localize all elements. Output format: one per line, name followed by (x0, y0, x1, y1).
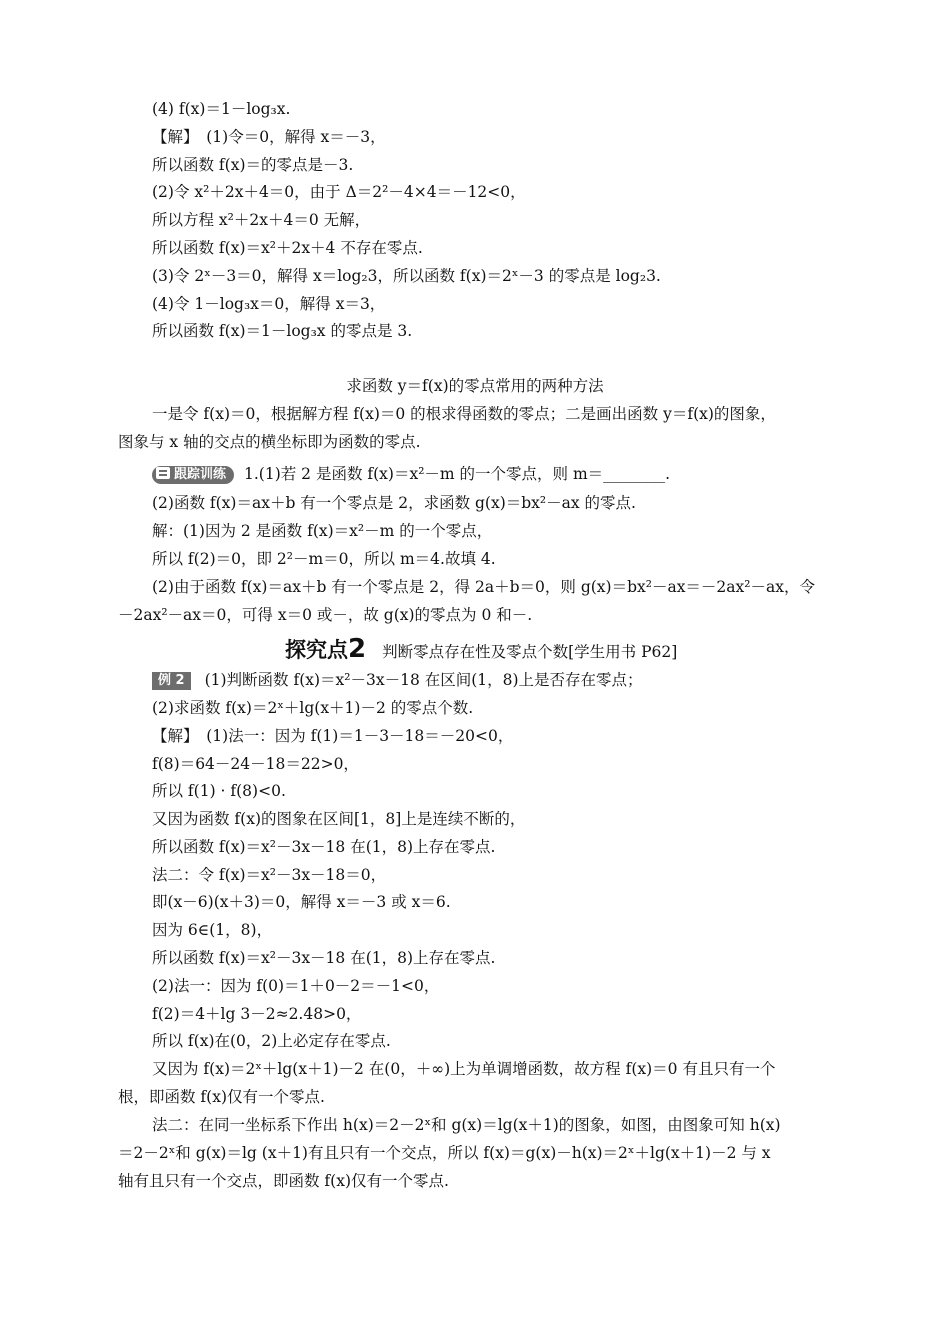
text-line: (2)令 x²＋2x＋4＝0，由于 Δ＝2²－4×4＝－12<0， (152, 183, 526, 201)
text-line: 所以函数 f(x)＝1－log₃x 的零点是 3. (152, 322, 413, 340)
notebook-icon (156, 467, 170, 479)
text-line: f(2)＝4＋lg 3－2≈2.48>0， (152, 1005, 362, 1023)
example-line (152, 670, 643, 690)
text-line: f(8)＝64－24－18＝22>0， (152, 755, 359, 773)
exercise-question: 1.(1)若 2 是函数 f(x)＝x²－m 的一个零点，则 m＝________. (244, 465, 671, 483)
text-line: 法二：令 f(x)＝x²－3x－18＝0， (152, 866, 387, 884)
text-line: 即(x－6)(x＋3)＝0，解得 x＝－3 或 x＝6. (152, 893, 451, 911)
text-line: (2)函数 f(x)＝ax＋b 有一个零点是 2，求函数 g(x)＝bx²－ax 的零点. (152, 494, 636, 512)
text-line: －2ax²－ax＝0，可得 x＝0 或－，故 g(x)的零点为 0 和－. (118, 606, 533, 624)
text-line: 解：(1)因为 2 是函数 f(x)＝x²－m 的一个零点， (152, 522, 493, 540)
text-line: (2)由于函数 f(x)＝ax＋b 有一个零点是 2，得 2a＋b＝0，则 g(x)＝bx²－ax＝－2ax²－ax，令 (152, 578, 815, 596)
text-line: (4) f(x)＝1－log₃x. (152, 100, 291, 118)
text-line: (3)令 2ˣ－3＝0，解得 x＝log₂3，所以函数 f(x)＝2ˣ－3 的零点是 log₂3. (152, 267, 661, 285)
text-line: 所以 f(x)在(0，2)上必定存在零点. (152, 1032, 391, 1050)
text-line: 一是令 f(x)＝0，根据解方程 f(x)＝0 的根求得函数的零点；二是画出函数 y＝f(x)的图象， (152, 405, 776, 423)
text-line: 又因为函数 f(x)的图象在区间[1，8]上是连续不断的， (152, 810, 526, 828)
section-word: 探究点 (285, 638, 348, 662)
text-line: 所以 f(1) · f(8)<0. (152, 782, 286, 800)
text-line: (2)法一：因为 f(0)＝1＋0－2＝－1<0， (152, 977, 440, 995)
text-line: 因为 6∈(1，8)， (152, 921, 273, 939)
text-line: 所以方程 x²＋2x＋4＝0 无解， (152, 211, 371, 229)
text-line: 轴有且只有一个交点，即函数 f(x)仅有一个零点. (118, 1172, 449, 1190)
text-line: 所以函数 f(x)＝x²－3x－18 在(1，8)上存在零点. (152, 838, 496, 856)
text-line: 所以函数 f(x)＝x²－3x－18 在(1，8)上存在零点. (152, 949, 496, 967)
track-training-badge (152, 466, 234, 484)
section-heading (285, 636, 677, 665)
section-number: 2 (348, 634, 367, 664)
example-badge: 例 2 (152, 672, 191, 690)
text-line: 所以函数 f(x)＝的零点是－3. (152, 156, 354, 174)
exercise-line (152, 464, 670, 484)
text-line: 又因为 f(x)＝2ˣ＋lg(x＋1)－2 在(0，＋∞)上为单调增函数，故方程 f(x)＝0 有且只有一个 (152, 1060, 776, 1078)
track-training-label: 跟踪训练 (174, 467, 227, 482)
text-line: 所以函数 f(x)＝x²＋2x＋4 不存在零点. (152, 239, 423, 257)
text-line: (4)令 1－log₃x＝0，解得 x＝3， (152, 295, 386, 313)
text-line: (2)求函数 f(x)＝2ˣ＋lg(x＋1)－2 的零点个数. (152, 699, 474, 717)
text-line: 所以 f(2)＝0，即 2²－m＝0，所以 m＝4.故填 4. (152, 550, 496, 568)
text-line: 图象与 x 轴的交点的横坐标即为函数的零点. (118, 433, 421, 451)
solution-heading: 【解】 (1)法一：因为 f(1)＝1－3－18＝－20<0， (152, 727, 514, 745)
text-line: ＝2－2ˣ和 g(x)＝lg (x＋1)有且只有一个交点，所以 f(x)＝g(x)－h(x)＝2ˣ＋lg(x＋1)－2 与 x (118, 1144, 771, 1162)
solution-heading: 【解】 (1)令＝0，解得 x＝－3， (152, 128, 386, 146)
section-subtitle: 判断零点存在性及零点个数[学生用书 P62] (382, 643, 678, 661)
example-question: (1)判断函数 f(x)＝x²－3x－18 在区间(1，8)上是否存在零点； (204, 671, 643, 689)
text-line: 法二：在同一坐标系下作出 h(x)＝2－2ˣ和 g(x)＝lg(x＋1)的图象，如图，由图象可知 h(x) (152, 1116, 781, 1134)
text-line: 根，即函数 f(x)仅有一个零点. (118, 1088, 325, 1106)
method-summary-title: 求函数 y＝f(x)的零点常用的两种方法 (346, 377, 604, 395)
